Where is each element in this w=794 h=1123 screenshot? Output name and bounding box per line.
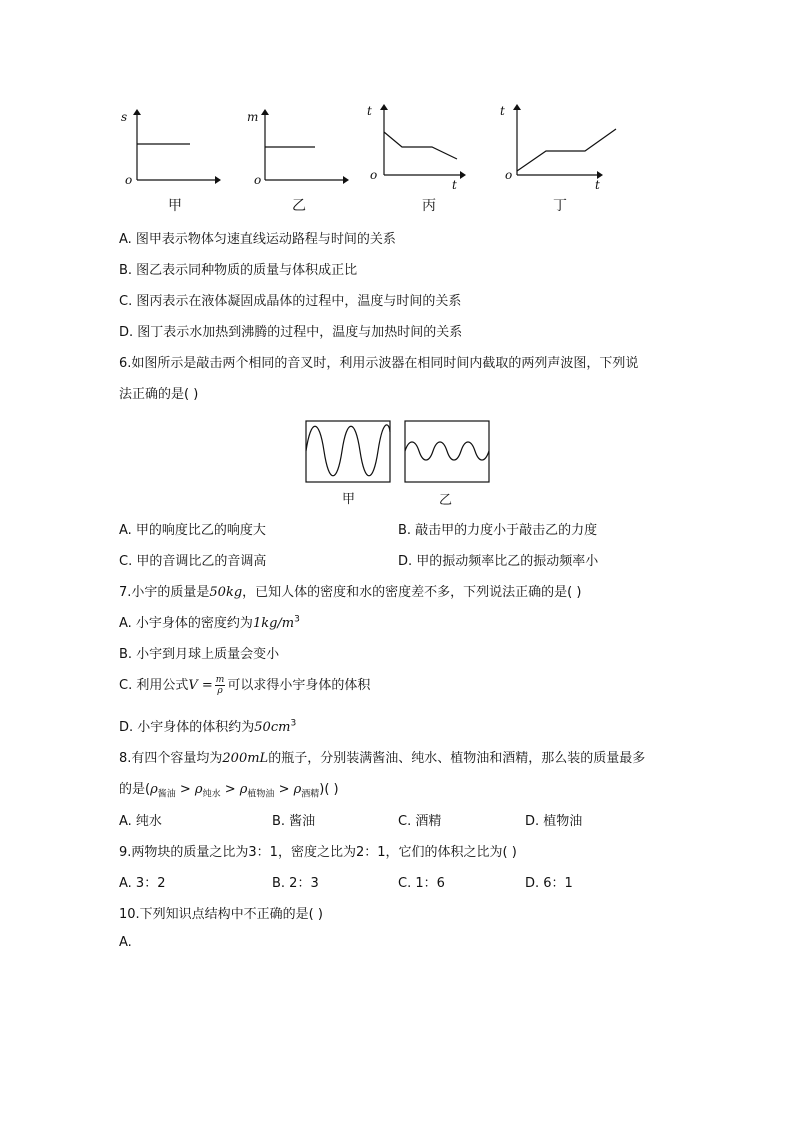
wave-jia <box>306 425 390 476</box>
q5-option-c: C. 图丙表示在液体凝固成晶体的过程中，温度与时间的关系 <box>119 294 462 309</box>
graph-ding <box>500 100 613 220</box>
q7-formula-numerator: m <box>215 675 225 685</box>
q7-stem-post: ，已知人体的密度和水的密度差不多，下列说法正确的是( ) <box>242 585 582 600</box>
wave-yi-label: 乙 <box>439 493 453 508</box>
oscilloscope-figure <box>305 420 495 510</box>
graph-yi-plot <box>245 100 355 190</box>
q9-option-a: A. 3：2 <box>119 876 166 891</box>
graph-jia-origin-label: o <box>125 173 133 187</box>
q8-option-c: C. 酒精 <box>398 814 442 829</box>
q8-sub-alcohol: 酒精 <box>301 789 320 800</box>
q8-gt-3: > <box>274 782 294 797</box>
graph-yi-caption: 乙 <box>292 198 306 214</box>
graph-bing-x-axis-label: t <box>452 178 457 192</box>
graph-bing-y-axis-label: t <box>367 104 372 118</box>
graph-ding-origin-label: o <box>505 168 513 182</box>
wave-jia-label: 甲 <box>342 492 356 507</box>
q6-option-d: D. 甲的振动频率比乙的振动频率小 <box>398 554 599 569</box>
graph-ding-x-axis-label: t <box>595 178 600 192</box>
q8-gt-1: > <box>175 782 195 797</box>
graph-yi-y-axis-label: m <box>247 110 259 124</box>
q7-option-d-value: 50cm <box>254 720 291 735</box>
graphs-row <box>115 100 635 220</box>
q8-rho-4: ρ <box>293 782 302 797</box>
q7-option-d-exponent: 3 <box>290 718 297 729</box>
q7-formula-lhs: V = <box>188 678 213 693</box>
q6-option-a: A. 甲的响度比乙的响度大 <box>119 523 266 538</box>
q8-line2-post: )( ) <box>319 782 339 797</box>
q9-option-d: D. 6：1 <box>525 876 573 891</box>
graph-yi <box>245 100 355 220</box>
q7-option-c-post: 可以求得小宇身体的体积 <box>227 678 371 693</box>
graph-ding-plot <box>503 100 623 190</box>
graph-bing-curve <box>384 132 457 159</box>
graph-bing <box>367 100 480 220</box>
q8-sub-vegetable-oil: 植物油 <box>247 789 275 800</box>
q10-stem: 10.下列知识点结构中不正确的是( ) <box>119 907 323 922</box>
graph-yi-origin-label: o <box>254 173 262 187</box>
q7-option-a-exponent: 3 <box>294 614 300 625</box>
q9-option-c: C. 1：6 <box>398 876 445 891</box>
q8-stem-line2 <box>119 778 339 800</box>
graph-jia <box>115 100 225 220</box>
oscilloscope-panels <box>305 420 495 490</box>
q6-option-b: B. 敲击甲的力度小于敲击乙的力度 <box>398 523 598 538</box>
q8-rho-3: ρ <box>239 782 248 797</box>
q8-stem-pre: 8.有四个容量均为 <box>119 751 223 766</box>
q9-stem: 9.两物块的质量之比为3：1，密度之比为2：1，它们的体积之比为( ) <box>119 845 517 860</box>
q9-option-b: B. 2：3 <box>272 876 319 891</box>
q7-stem <box>119 581 581 600</box>
q5-option-a: A. 图甲表示物体匀速直线运动路程与时间的关系 <box>119 232 396 247</box>
graph-bing-caption: 丙 <box>422 198 436 214</box>
q8-rho-1: ρ <box>150 782 158 797</box>
q8-gt-2: > <box>220 782 240 797</box>
q10-option-a: A. <box>119 935 132 950</box>
q8-rho-2: ρ <box>194 782 203 797</box>
q8-sub-soy-sauce: 酱油 <box>157 789 176 800</box>
q8-option-b: B. 酱油 <box>272 814 316 829</box>
q7-option-a <box>119 612 300 631</box>
q8-option-d: D. 植物油 <box>525 814 583 829</box>
q8-option-a: A. 纯水 <box>119 814 162 829</box>
graph-ding-y-axis-label: t <box>500 104 505 118</box>
q8-stem-volume: 200mL <box>222 751 269 766</box>
q7-option-c <box>119 674 370 696</box>
q5-option-d: D. 图丁表示水加热到沸腾的过程中，温度与加热时间的关系 <box>119 325 463 340</box>
q7-formula-fraction <box>215 675 226 696</box>
q7-option-b: B. 小宇到月球上质量会变小 <box>119 647 280 662</box>
q8-line2-pre: 的是( <box>119 782 151 797</box>
q6-option-c: C. 甲的音调比乙的音调高 <box>119 554 267 569</box>
graph-ding-curve <box>517 129 616 171</box>
graph-bing-origin-label: o <box>370 168 378 182</box>
q6-stem-line1: 6.如图所示是敲击两个相同的音叉时，利用示波器在相同时间内截取的两列声波图，下列说 <box>119 356 639 371</box>
graph-jia-caption: 甲 <box>168 198 182 214</box>
q7-formula-denominator: ρ <box>217 686 223 696</box>
q8-sub-pure-water: 纯水 <box>202 789 221 800</box>
q7-option-a-text: A. 小宇身体的密度约为 <box>119 616 253 631</box>
q7-option-d <box>119 716 296 735</box>
graph-bing-plot <box>370 100 480 190</box>
q7-option-c-text: C. 利用公式 <box>119 678 189 693</box>
q8-stem-line1 <box>119 747 645 766</box>
q7-option-d-text: D. 小宇身体的体积约为 <box>119 720 255 735</box>
q6-stem-line2: 法正确的是( ) <box>119 387 199 402</box>
q7-stem-mass: 50kg <box>209 585 243 600</box>
q7-stem-pre: 7.小宇的质量是 <box>119 585 210 600</box>
q8-stem-post: 的瓶子，分别装满酱油、纯水、植物油和酒精，那么装的质量最多 <box>268 751 646 766</box>
q5-option-b: B. 图乙表示同种物质的质量与体积成正比 <box>119 263 358 278</box>
graph-jia-y-axis-label: s <box>121 110 128 124</box>
wave-yi <box>405 442 489 460</box>
q7-option-a-value: 1kg/m <box>252 616 295 631</box>
graph-ding-caption: 丁 <box>553 198 567 214</box>
